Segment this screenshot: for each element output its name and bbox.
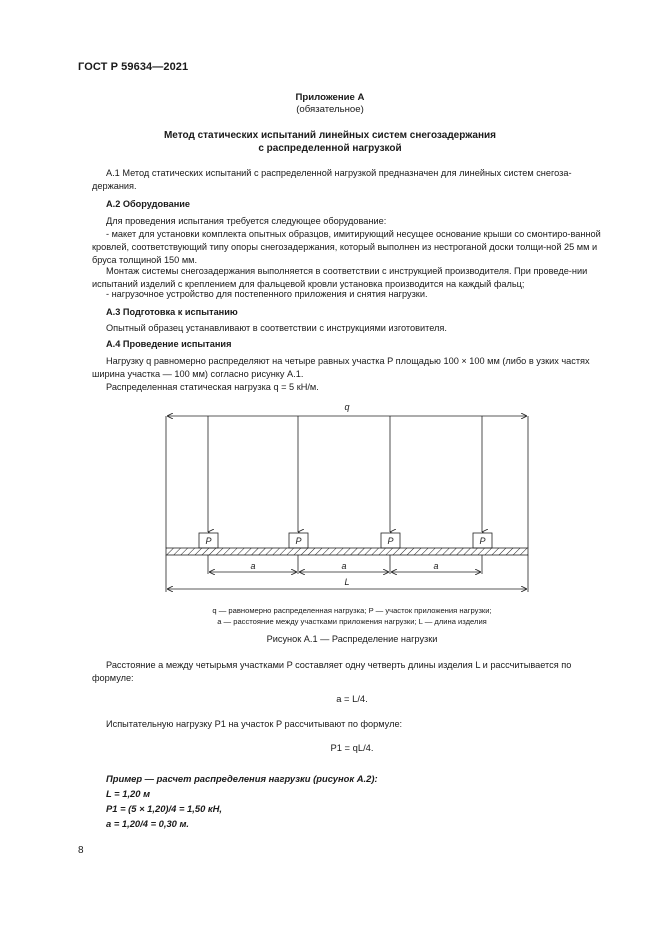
q-label: q [344,402,350,412]
p-label-1: P [205,536,212,546]
figure-legend-line1: q — равномерно распределенная нагрузка; P — участок приложения нагрузки; [212,606,492,615]
formula-p1: P1 = qL/4. [330,742,374,753]
annex-heading-line1: Метод статических испытаний линейных систем снегозадержания [163,130,497,141]
standard-header: ГОСТ Р 59634—2021 [78,61,189,73]
section-a3-title: А.3 Подготовка к испытанию [106,307,238,317]
section-a2-intro: Для проведения испытания требуется следующее оборудование: [106,216,387,226]
section-a4-text2: Распределенная статическая нагрузка q = 5 кН/м. [106,382,319,392]
page-number: 8 [78,845,84,856]
figure-caption: Рисунок А.1 — Распределение нагрузки [266,634,438,644]
annex-status: (обязательное) [296,104,364,115]
example-title: Пример — расчет распределения нагрузки (рисунок А.2): [106,773,378,784]
figure-legend-line2: a — расстояние между участками приложения нагрузки; L — длина изделия [217,617,487,626]
example-distance: a = 1,20/4 = 0,30 м. [106,818,190,829]
p-label-4: P [479,536,486,546]
paragraph-a1: А.1 Метод статических испытаний с распределенной нагрузкой предназначен для линейных систем снегоза-держания. [92,168,572,191]
p-label-2: P [295,536,302,546]
formula-a: a = L/4. [336,693,368,704]
a-label-2: a [341,561,347,571]
annex-title: Приложение А [295,92,365,103]
example-load: P1 = (5 × 1,20)/4 = 1,50 кН, [106,803,223,814]
p-label-3: P [387,536,394,546]
section-a3-text: Опытный образец устанавливают в соответствии с инструкциями изготовителя. [106,323,447,333]
annex-heading-line2: с распределенной нагрузкой [258,143,402,154]
a-label-3: a [433,561,439,571]
mounting-note: Монтаж системы снегозадержания выполняется в соответствии с инструкцией производителя. При проведе-нии испытаний изделий с креплением для фальцевой кровли установка производится на каждый фальц; [92,266,588,289]
distance-explanation: Расстояние a между четырьмя участками P составляет одну четверть длины изделия L и рассчитывается по формуле: [92,660,572,683]
product-beam [166,548,528,555]
equipment-item-model: - макет для установки комплекта опытных образцов, имитирующий несущее основание крыши со смонтиро-ванной кровлей, соответствующий типу опоры снегозадержания, который выполнен из нестроганой доски толщи-ной 25 мм и бруса толщиной 150 мм. [92,229,601,265]
example-length: L = 1,20 м [106,788,151,799]
section-a4-title: А.4 Проведение испытания [106,339,232,349]
equipment-item-loader: - нагрузочное устройство для постепенного приложения и снятия нагрузки. [106,289,428,299]
load-explanation: Испытательную нагрузку P1 на участок P рассчитывают по формуле: [106,719,403,729]
a-label-1: a [250,561,256,571]
l-label: L [344,577,350,587]
section-a2-title: А.2 Оборудование [106,199,191,209]
section-a4-text1: Нагрузку q равномерно распределяют на четыре равных участка P площадью 100 × 100 мм (либо в узких частях ширина участка — 100 мм) согласно рисунку А.1. [92,356,590,379]
